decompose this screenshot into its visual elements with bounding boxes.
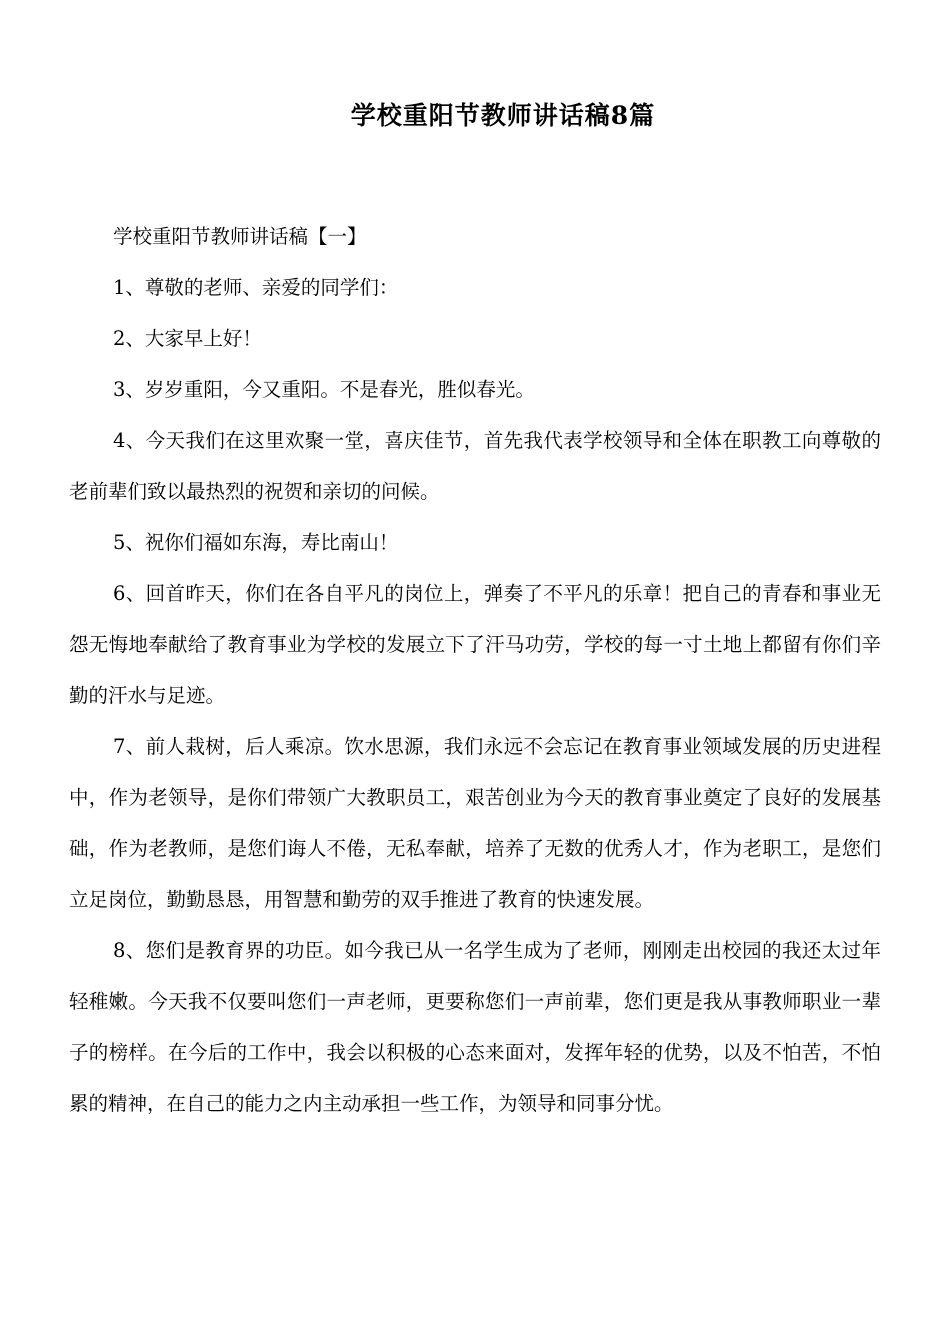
paragraph-1: 1、尊敬的老师、亲爱的同学们：: [113, 276, 399, 299]
section-heading: 学校重阳节教师讲话稿【一】: [113, 225, 367, 248]
paragraph-5: 5、祝你们福如东海，寿比南山！: [113, 531, 399, 554]
paragraph-6: 6、回首昨天，你们在各自平凡的岗位上，弹奏了不平凡的乐章！把自己的青春和事业无怨无悔地奉献给了教育事业为学校的发展立下了汗马功劳，学校的每一寸土地上都留有你们辛勤的汗水与足迹。: [69, 582, 881, 707]
paragraph-8: 8、您们是教育界的功臣。如今我已从一名学生成为了老师，刚刚走出校园的我还太过年轻稚嫩。今天我不仅要叫您们一声老师，更要称您们一声前辈，您们更是我从事教师职业一辈子的榜样。在今后的工作中，我会以积极的心态来面对，发挥年轻的优势，以及不怕苦，不怕累的精神，在自己的能力之内主动承担一些工作，为领导和同事分忧。: [69, 939, 881, 1115]
document-title: 学校重阳节教师讲话稿8篇: [350, 101, 656, 130]
paragraph-7: 7、前人栽树，后人乘凉。饮水思源，我们永远不会忘记在教育事业领域发展的历史进程中，作为老领导，是你们带领广大教职员工，艰苦创业为今天的教育事业奠定了良好的发展基础，作为老教师，是您们诲人不倦，无私奉献，培养了无数的优秀人才，作为老职工，是您们立足岗位，勤勤恳恳，用智慧和勤劳的双手推进了教育的快速发展。: [69, 735, 881, 911]
document-body: [69, 211, 881, 1129]
paragraph-2: 2、大家早上好！: [113, 327, 262, 350]
paragraph-4: 4、今天我们在这里欢聚一堂，喜庆佳节，首先我代表学校领导和全体在职教工向尊敬的老前辈们致以最热烈的祝贺和亲切的问候。: [69, 429, 881, 503]
paragraph-3: 3、岁岁重阳，今又重阳。不是春光，胜似春光。: [113, 378, 535, 401]
